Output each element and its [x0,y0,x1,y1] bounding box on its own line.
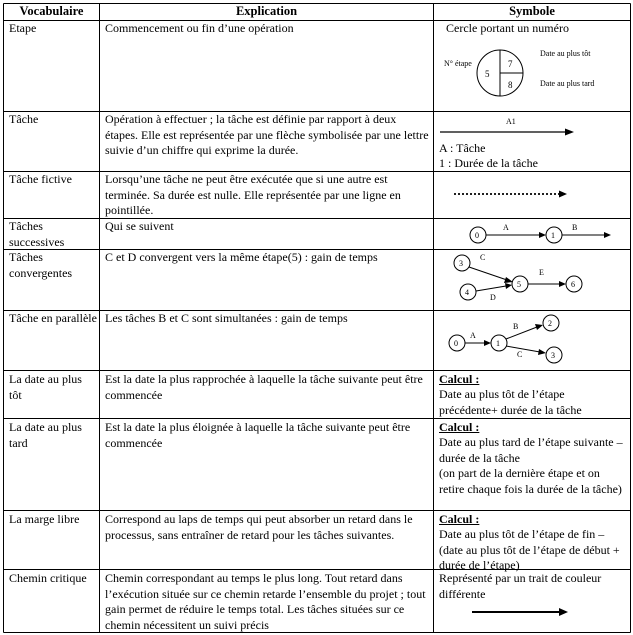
par-a: A [470,331,476,340]
explication-tache: Opération à effectuer ; la tâche est définie par rapport à deux étapes. Elle est représentée par une flèche symbolisée par une lettre suivie d’un chiffre qui exprime la durée. [105,112,429,157]
term-taches-successives: Tâches successives [9,219,65,249]
term-taches-convergentes: Tâches convergentes [9,250,73,280]
explication-taches-successives: Qui se suivent [105,219,174,233]
conv-n3: 3 [459,259,463,268]
succ-n1: 1 [551,231,555,240]
term-tache: Tâche [9,112,39,126]
symbole-etape-title: Cercle portant un numéro [446,21,569,35]
calcul-plus-tard-note: (on part de la dernière étape et on retire chaque fois la durée de la tâche) [439,466,622,496]
conv-n5: 5 [517,280,521,289]
etape-early-label: Date au plus tôt [540,49,591,58]
par-n0: 0 [454,339,458,348]
etape-late-label: Date au plus tard [540,79,595,88]
calcul-plus-tot: Date au plus tôt de l’étape précédente+ durée de la tâche [439,387,582,417]
succ-b: B [572,223,578,232]
term-tache-parallele: Tâche en parallèle [9,311,97,325]
etape-num: 5 [485,69,490,79]
par-b: B [513,322,519,331]
term-chemin-critique: Chemin critique [9,571,87,585]
par-n3: 3 [551,351,555,360]
calcul-marge: Date au plus tôt de l’étape de fin – (date au plus tôt de l’étape de début + durée de l’étape) [439,527,620,572]
header-symbole: Symbole [509,4,555,18]
calcul-label-plus-tard: Calcul : [439,420,480,434]
conv-c: C [480,253,486,262]
tache-legend-duree: 1 : Durée de la tâche [439,156,538,170]
tache-arrow-label: A1 [506,117,516,126]
term-marge-libre: La marge libre [9,512,80,526]
explication-date-plus-tot: Est la date la plus rapprochée à laquelle la tâche suivante peut être commencée [105,372,423,402]
term-date-plus-tot: La date au plus tôt [9,372,82,402]
par-n1: 1 [496,339,500,348]
header-vocabulaire: Vocabulaire [19,4,84,18]
convergentes-diagram [434,250,630,310]
etape-circle-diagram [434,40,630,110]
explication-chemin-critique: Chemin correspondant au temps le plus long. Tout retard dans l’exécution située sur ce chemin retarde l’ensemble du projet ; tout gain permet de réduire le temps total. Les tâches situées sur ce chemin nécessitent un suivi précis [105,571,426,632]
succ-n0: 0 [475,231,479,240]
calcul-label-plus-tot: Calcul : [439,372,480,386]
etape-top-val: 7 [508,59,513,69]
conv-d: D [490,293,496,302]
explication-date-plus-tard: Est la date la plus éloignée à laquelle la tâche suivante peut être commencée [105,420,411,450]
par-c: C [517,350,523,359]
calcul-plus-tard: Date au plus tard de l’étape suivante – durée de la tâche [439,435,623,465]
explication-etape: Commencement ou fin d’une opération [105,21,294,35]
tache-arrow-diagram [434,112,630,142]
etape-bot-val: 8 [508,80,513,90]
etape-num-label: N° étape [444,59,472,68]
explication-taches-convergentes: C et D convergent vers la même étape(5) : gain de temps [105,250,378,264]
term-date-plus-tard: La date au plus tard [9,420,82,450]
parallele-diagram [434,311,630,370]
header-explication: Explication [235,4,298,18]
explication-tache-parallele: Les tâches B et C sont simultanées : gain de temps [105,311,348,325]
explication-marge-libre: Correspond au laps de temps qui peut absorber un retard dans le processus, sans entraîner de retard pour les tâches suivantes. [105,512,413,542]
critical-path-arrow [434,602,630,624]
calcul-label-marge: Calcul : [439,512,480,526]
term-etape: Etape [9,21,37,35]
chemin-critique-symbole-text: Représenté par un trait de couleur différente [439,571,602,601]
par-n2: 2 [548,319,552,328]
dotted-arrow-diagram [434,172,630,217]
conv-n4: 4 [465,288,469,297]
term-tache-fictive: Tâche fictive [9,172,72,186]
successives-diagram [434,219,630,249]
tache-legend-a: A : Tâche [439,141,486,155]
succ-a: A [503,223,509,232]
conv-e: E [539,268,544,277]
conv-n6: 6 [571,280,575,289]
explication-tache-fictive: Lorsqu’une tâche ne peut être exécutée que si une autre est terminée. Sa durée est nulle. Elle représentée par une ligne en pointillée. [105,172,401,217]
